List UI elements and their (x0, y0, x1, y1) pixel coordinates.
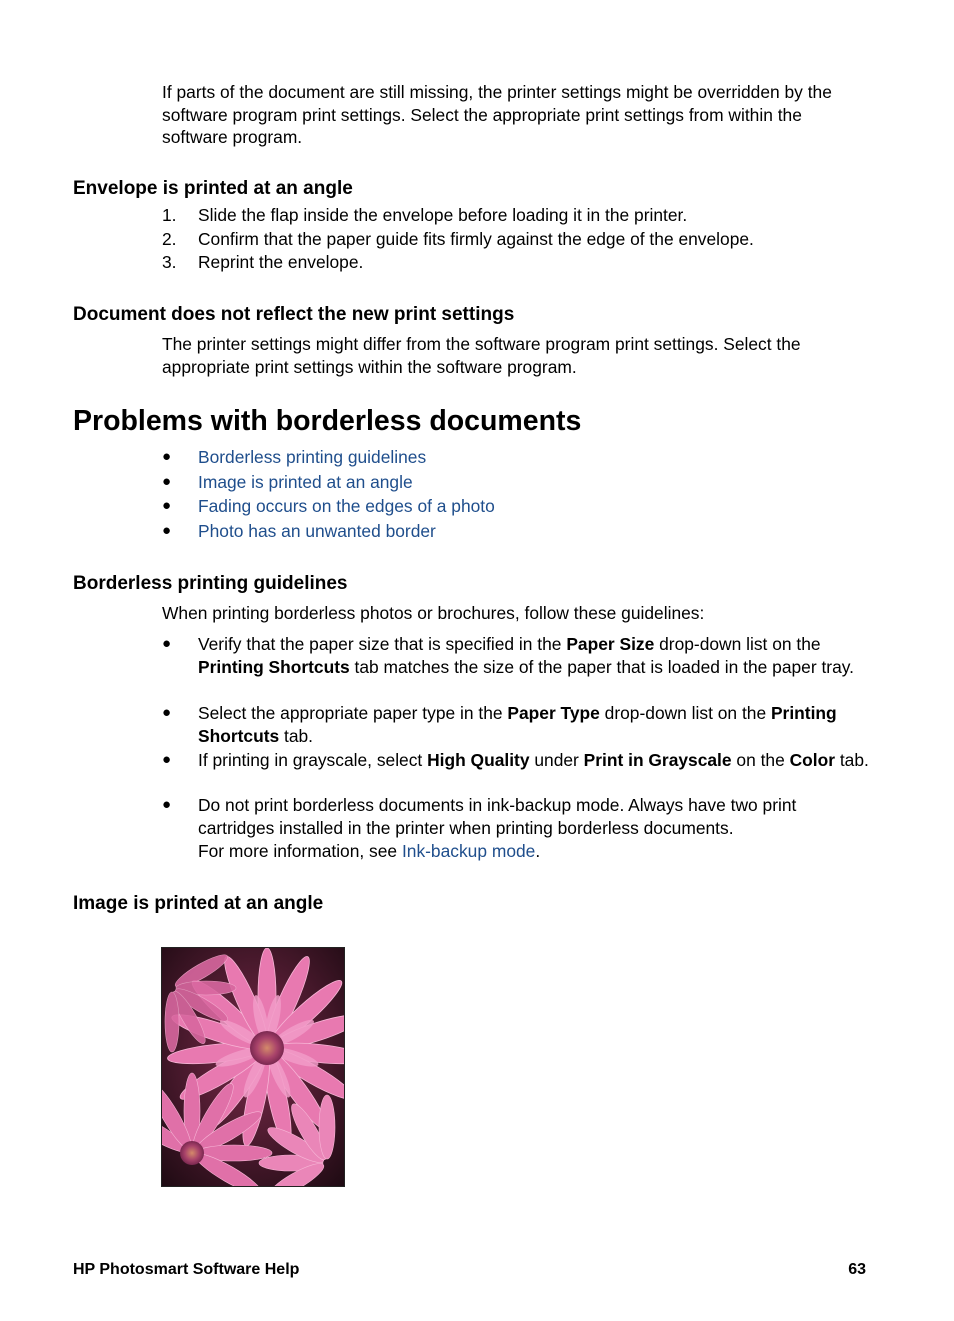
step-number: 2. (162, 229, 177, 249)
step-text: Slide the flap inside the envelope before loading it in the printer. (198, 205, 688, 225)
bullet-icon: ● (162, 635, 172, 652)
step-number: 3. (162, 252, 177, 272)
more-info-prefix: For more information, see (198, 841, 402, 861)
intro-paragraph: If parts of the document are still missing, the printer settings might be overridden by the software program print settings. Select the appropriate print settings from within the software program. (162, 82, 832, 147)
footer-title: HP Photosmart Software Help (73, 1261, 300, 1278)
bullet-icon: ● (162, 796, 172, 813)
guideline-text: Verify that the paper size that is specified in the Paper Size drop-down list on the Printing Shortcuts tab matches the size of the paper that is loaded in the paper tray. (198, 634, 854, 677)
step-number: 1. (162, 205, 177, 225)
link-ink-backup-mode[interactable]: Ink-backup mode (401, 841, 536, 861)
bullet-icon: ● (162, 448, 172, 465)
bullet-icon: ● (162, 522, 172, 539)
bullet-icon: ● (162, 473, 172, 490)
link-image-angle[interactable]: Image is printed at an angle (198, 472, 413, 492)
step-text: Reprint the envelope. (198, 252, 364, 272)
settings-paragraph: The printer settings might differ from the software program print settings. Select the appropriate print settings within the software program. (162, 334, 801, 377)
bullet-icon: ● (162, 704, 172, 721)
angle-heading: Image is printed at an angle (73, 893, 324, 914)
link-unwanted-border[interactable]: Photo has an unwanted border (198, 521, 436, 541)
flower-illustration (162, 948, 344, 1186)
more-info-suffix: . (535, 841, 541, 861)
bullet-icon: ● (162, 497, 172, 514)
link-borderless-guidelines[interactable]: Borderless printing guidelines (198, 447, 427, 467)
guideline-text: If printing in grayscale, select High Quality under Print in Grayscale on the Color tab. (198, 750, 869, 770)
borderless-heading: Problems with borderless documents (73, 405, 582, 437)
guideline-text: Do not print borderless documents in ink-backup mode. Always have two print cartridges installed in the printer when printing borderless documents. (198, 795, 797, 838)
guidelines-heading: Borderless printing guidelines (73, 573, 348, 594)
envelope-heading: Envelope is printed at an angle (73, 178, 353, 199)
link-fading-edges[interactable]: Fading occurs on the edges of a photo (198, 496, 495, 516)
guideline-text: Select the appropriate paper type in the Paper Type drop-down list on the Printing Shortcuts tab. (198, 703, 837, 746)
settings-heading: Document does not reflect the new print settings (73, 304, 515, 325)
bullet-icon: ● (162, 751, 172, 768)
step-text: Confirm that the paper guide fits firmly against the edge of the envelope. (198, 229, 754, 249)
flower-photo (161, 947, 345, 1187)
page-number: 63 (848, 1261, 866, 1278)
guidelines-intro: When printing borderless photos or brochures, follow these guidelines: (162, 603, 705, 623)
